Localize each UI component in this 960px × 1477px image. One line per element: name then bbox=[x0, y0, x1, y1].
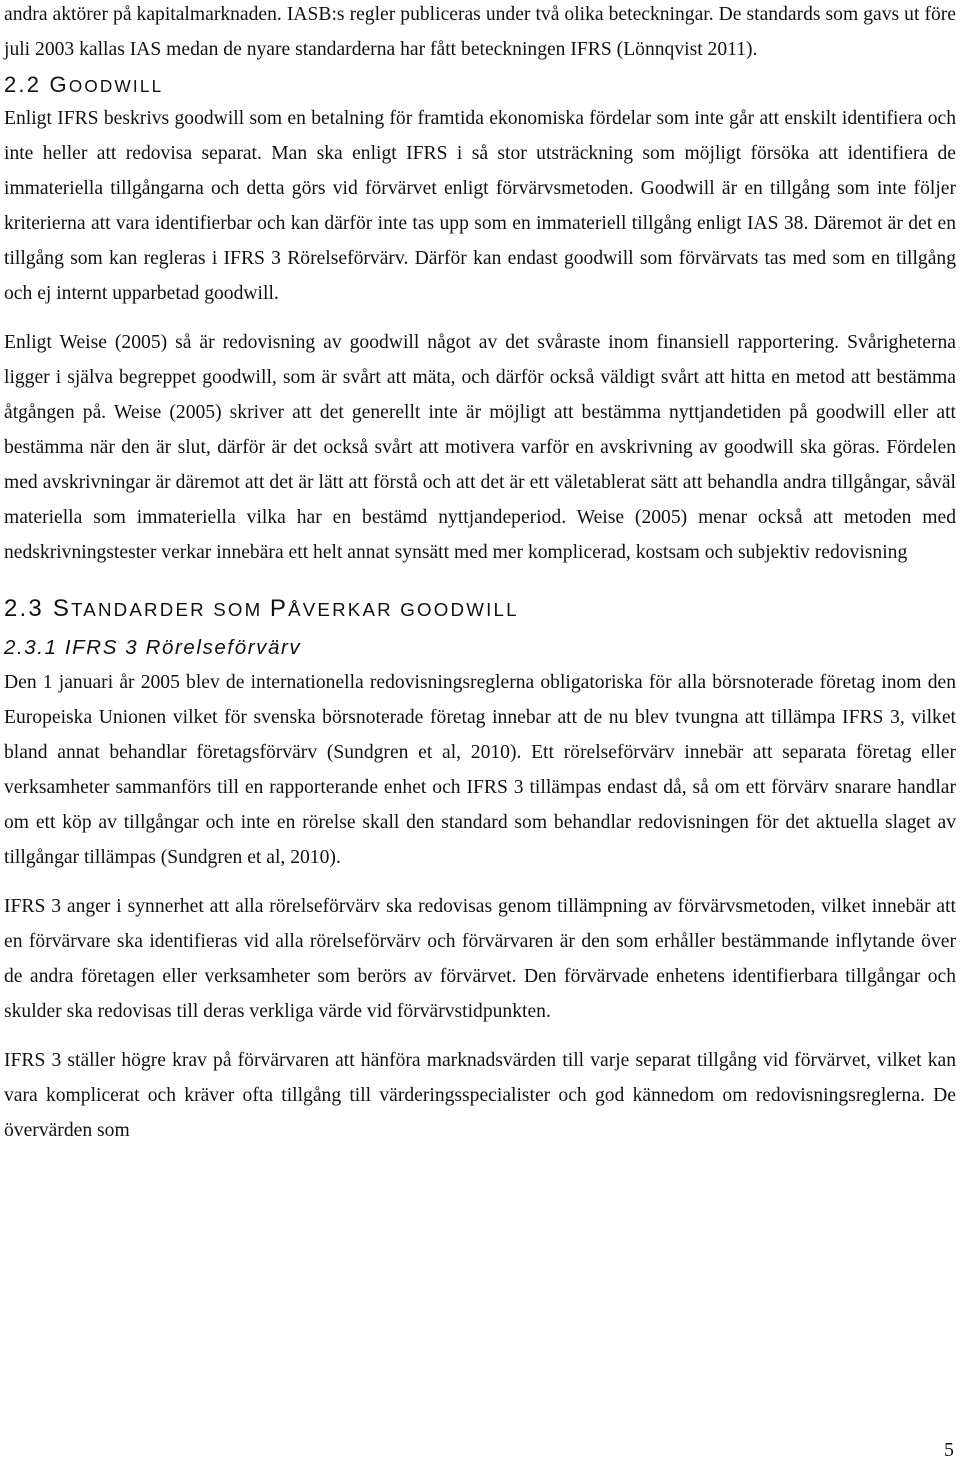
section-heading-2-2 bbox=[4, 70, 956, 101]
paragraph-weise-2005: Enligt Weise (2005) så är redovisning av goodwill något av det svåraste inom finansiell rapportering. Svårigheterna ligger i själva begreppet goodwill, som är svårt att mäta, och därför också väldigt svårt att hitta en metod att bestämma åtgången på. Weise (2005) skriver att det generellt inte är möjligt att bestämma nyttjandetiden på goodwill eller att bestämma när den är slut, därför är det också svårt att motivera varför en avskrivning av goodwill ska göras. Fördelen med avskrivningar är däremot att det är lätt att förstå och att det är ett väletablerat sätt att behandla andra tillgångar, såväl materiella som immateriella vilka har en bestämd nyttjandeperiod. Weise (2005) menar också att metoden med nedskrivningstester verkar innebära ett helt annat synsätt med mer komplicerad, kostsam och subjektiv redovisning bbox=[4, 332, 956, 563]
page-number: 5 bbox=[944, 1439, 954, 1461]
section-title-rest: ÅVERKAR GOODWILL bbox=[288, 599, 519, 620]
section-number: 2.2 bbox=[4, 72, 42, 97]
paragraph-ifrs3-requirements: IFRS 3 ställer högre krav på förvärvaren att hänföra marknadsvärden till varje separat tillgång vid förvärvet, vilket kan vara komplicerat och kräver ofta tillgång till värderingsspecialister och god kännedom om redovisningsreglerna. De övervärden som bbox=[4, 1050, 956, 1141]
paragraph-goodwill-definition: Enligt IFRS beskrivs goodwill som en betalning för framtida ekonomiska fördelar som inte går att enskilt identifiera och inte heller att redovisa separat. Man ska enligt IFRS i så stor utsträckning som möjligt försöka att identifiera de immateriella tillgångarna och detta görs vid förvärvet enligt förvärvsmetoden. Goodwill är en tillgång som inte följer kriterierna att vara identifierbar och kan därför inte tas upp som en immateriell tillgång enligt IAS 38. Däremot är det en tillgång som kan regleras i IFRS 3 Rörelseförvärv. Därför kan endast goodwill som förvärvats tas med som en tillgång och ej internt upparbetad goodwill. bbox=[4, 108, 956, 304]
section-title-initial: P bbox=[269, 595, 289, 622]
section-title-rest: OODWILL bbox=[68, 76, 164, 96]
section-title-initial: S bbox=[52, 595, 72, 622]
subsection-heading-2-3-1: 2.3.1 IFRS 3 Rörelseförvärv bbox=[4, 636, 302, 659]
paragraph-ifrs3-intro: Den 1 januari år 2005 blev de internationella redovisningsreglerna obligatoriska för alla börsnoterade företag inom den Europeiska Unionen vilket för svenska börsnoterade företag innebar att de nu blev tvungna att tillämpa IFRS 3, vilket bland annat behandlar företagsförvärv (Sundgren et al, 2010). Ett rörelseförvärv innebär att separata företag eller verksamheter sammanförs till en rapporterande enhet och IFRS 3 tillämpas endast då, så om ett förvärv snarare handlar om ett köp av tillgångar och inte en rörelse skall den standard som behandlar redovisningen för det aktuella slaget av tillgångar tillämpas (Sundgren et al, 2010). bbox=[4, 672, 956, 868]
document-page bbox=[4, 0, 956, 1148]
paragraph-intro-continued: andra aktörer på kapitalmarknaden. IASB:s regler publiceras under två olika beteckningar. De standards som gavs ut före juli 2003 kallas IAS medan de nyare standarderna har fått beteckningen IFRS (Lönnqvist 2011). bbox=[4, 4, 956, 60]
section-title-rest: TANDARDER SOM bbox=[71, 599, 270, 620]
paragraph-ifrs3-acquisition-method: IFRS 3 anger i synnerhet att alla rörelseförvärv ska redovisas genom tillämpning av förvärvsmetoden, vilket innebär att en förvärvare ska identifieras vid alla rörelseförvärv och förvärvaren är den som erhåller bestämmande inflytande över de andra företagen eller verksamheter som berörs av förvärvet. Den förvärvade enhetens identifierbara tillgångar och skulder ska redovisas till deras verkliga värde vid förvärvstidpunkten. bbox=[4, 896, 956, 1022]
section-heading-2-3 bbox=[4, 594, 956, 625]
section-number: 2.3 bbox=[4, 595, 44, 622]
section-title-initial: G bbox=[49, 72, 69, 97]
